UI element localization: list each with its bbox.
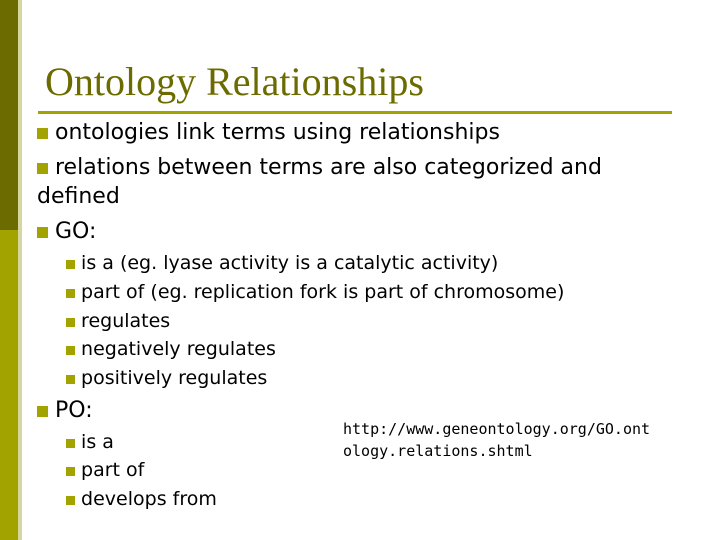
title-underline — [38, 111, 672, 114]
bullet-text: GO: — [55, 219, 97, 244]
square-bullet-icon — [66, 496, 75, 505]
square-bullet-icon — [66, 260, 75, 269]
square-bullet-icon — [66, 346, 75, 355]
bullet-text: ontologies link terms using relationships — [55, 120, 500, 145]
go-item-text: positively regulates — [81, 367, 268, 389]
go-item-part-of — [66, 281, 564, 303]
slide-side-bar-edge — [18, 0, 22, 540]
go-item-negatively-regulates — [66, 338, 276, 360]
go-item-text: negatively regulates — [81, 338, 276, 360]
go-item-text: is a (eg. lyase activity is a catalytic activity) — [81, 252, 499, 274]
go-item-text: regulates — [81, 310, 171, 332]
reference-url[interactable] — [343, 418, 693, 462]
square-bullet-icon — [66, 289, 75, 298]
bullet-relations — [37, 155, 602, 180]
square-bullet-icon — [37, 227, 48, 238]
bullet-text: relations between terms are also categorized and — [55, 155, 602, 180]
po-item-text: part of — [81, 459, 145, 481]
bullet-go — [37, 219, 96, 244]
square-bullet-icon — [66, 439, 75, 448]
po-item-is-a — [66, 431, 114, 453]
square-bullet-icon — [66, 375, 75, 384]
bullet-relations-continued — [37, 184, 120, 209]
square-bullet-icon — [37, 128, 48, 139]
go-item-text: part of (eg. replication fork is part of chromosome) — [81, 281, 565, 303]
bullet-ontologies — [37, 120, 500, 145]
bullet-text: defined — [37, 184, 120, 209]
po-item-develops-from — [66, 488, 217, 510]
square-bullet-icon — [37, 163, 48, 174]
bullet-po — [37, 398, 93, 423]
square-bullet-icon — [37, 406, 48, 417]
po-item-text: develops from — [81, 488, 217, 510]
bullet-text: PO: — [55, 398, 93, 423]
go-item-regulates — [66, 310, 170, 332]
square-bullet-icon — [66, 467, 75, 476]
po-item-text: is a — [81, 431, 114, 453]
reference-url-line: http://www.geneontology.org/GO.ont — [343, 420, 651, 438]
go-item-positively-regulates — [66, 367, 267, 389]
slide-title: Ontology Relationships — [45, 59, 424, 104]
reference-url-line: ology.relations.shtml — [343, 442, 533, 460]
slide-side-bar-top — [0, 0, 18, 230]
square-bullet-icon — [66, 318, 75, 327]
po-item-part-of — [66, 459, 144, 481]
go-item-is-a — [66, 252, 498, 274]
